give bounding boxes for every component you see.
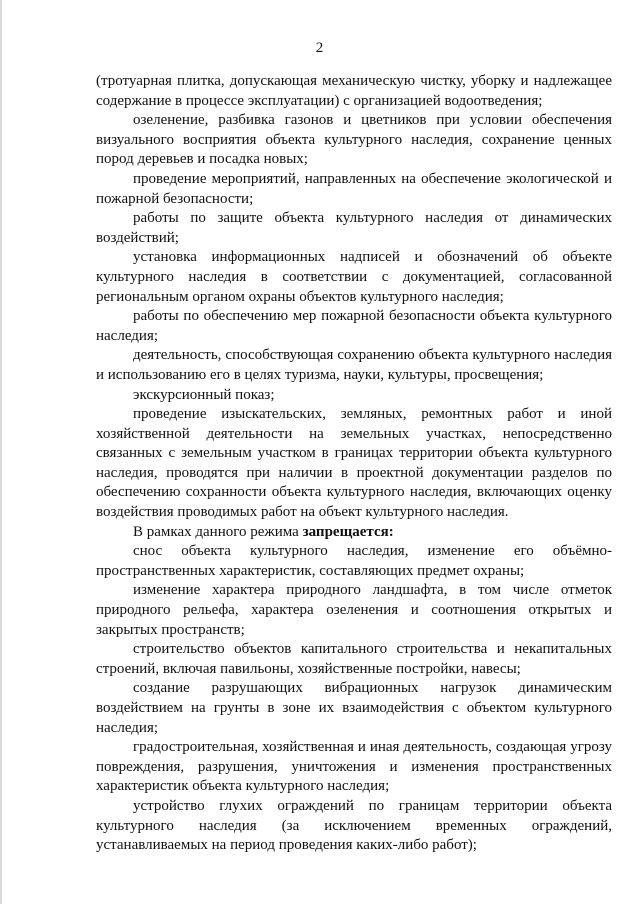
paragraph-prohibited-landscape-change: изменение характера природного ландшафта, в том числе отметок природного рельефа, характера озеленения и соотношения открытых и закрытых пространств; <box>96 582 612 638</box>
paragraph-dynamic-protection: работы по защите объекта культурного наследия от динамических воздействий; <box>96 210 612 246</box>
paragraph-prohibited-fences: устройство глухих ограждений по границам территории объекта культурного наследия (за исключением временных ограждений, устанавливаемых на период проведения каких-либо работ); <box>96 797 612 854</box>
paragraph-prohibited-vibration: создание разрушающих вибрационных нагрузок динамическим воздействием на грунты в зоне их взаимодействия с объектом культурного наследия; <box>96 680 612 736</box>
regime-prohibited-label: запрещается: <box>302 523 394 540</box>
paragraph-survey-works: проведение изыскательских, земляных, ремонтных работ и иной хозяйственной деятельности на земельных участках, непосредственно связанных с земельным участком в границах территории объекта культурного наследия, проводятся при наличии в проектной документации разделов по обеспечению сохранности объекта культурного наследия, включающих оценку воздействия проводимых работ на объект культурного наследия. <box>96 406 612 521</box>
paragraph-ecological-safety: проведение мероприятий, направленных на обеспечение экологической и пожарной безопасности; <box>96 170 612 207</box>
paragraph-excursions: экскурсионный показ; <box>133 386 275 403</box>
page-edge <box>0 0 2 904</box>
paragraph-information-signs: установка информационных надписей и обозначений об объекте культурного наследия в соответствии с документацией, согласованной региональным органом охраны объектов культурного наследия; <box>96 249 612 305</box>
page-number: 2 <box>315 40 324 56</box>
paragraph-prohibited-demolition: снос объекта культурного наследия, изменение его объёмно-пространственных характеристик, составляющих предмет охраны; <box>96 543 612 579</box>
paragraph-regime-prohibited-heading <box>96 523 612 543</box>
paragraph-tourism-use: деятельность, способствующая сохранению объекта культурного наследия и использованию его в целях туризма, науки, культуры, просвещения; <box>96 347 612 383</box>
paragraph-prohibited-construction: строительство объектов капитального строительства и некапитальных строений, включая павильоны, хозяйственные постройки, навесы; <box>96 641 612 677</box>
paragraph-landscaping: озеленение, разбивка газонов и цветников при условии обеспечения визуального восприятия объекта культурного наследия, сохранение ценных пород деревьев и посадка новых; <box>96 112 612 168</box>
document-body <box>96 72 612 856</box>
regime-intro: В рамках данного режима <box>133 523 303 540</box>
paragraph-prohibited-activity: градостроительная, хозяйственная и иная деятельность, создающая угрозу повреждения, разрушения, уничтожения и изменения пространственных характеристик объекта культурного наследия; <box>96 739 612 795</box>
paragraph-fire-safety: работы по обеспечению мер пожарной безопасности объекта культурного наследия; <box>96 308 612 344</box>
paragraph-continuation: (тротуарная плитка, допускающая механическую чистку, уборку и надлежащее содержание в процессе эксплуатации) с организацией водоотведения; <box>96 73 612 109</box>
